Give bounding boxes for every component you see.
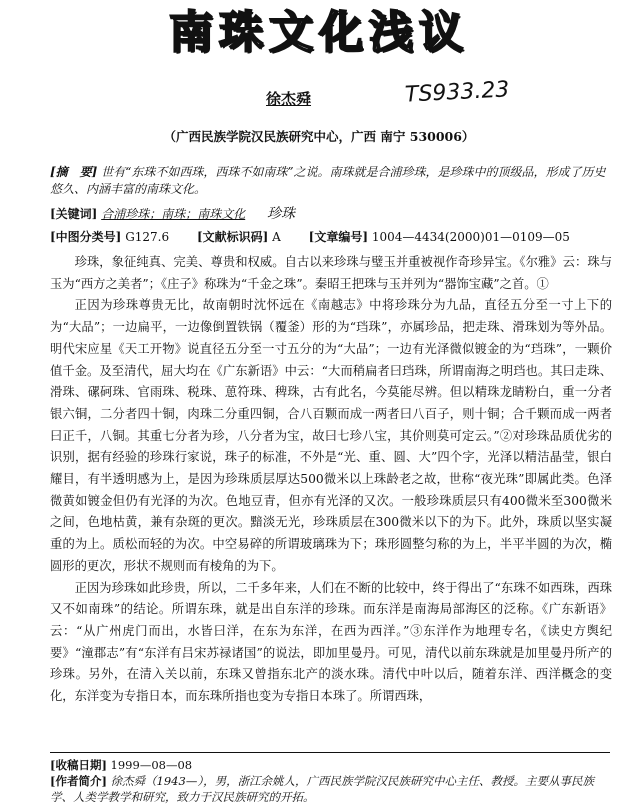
author-name: 徐杰舜 <box>266 90 312 108</box>
keywords-text: 合浦珍珠；南珠；南珠文化 <box>101 207 246 221</box>
classification-line <box>50 229 610 246</box>
author-affiliation: （广西民族学院汉民族研究中心，广西 南宁 530006） <box>163 129 475 144</box>
doc-code-value: A <box>272 230 281 244</box>
author-bio <box>50 773 612 805</box>
paragraph: 正因为珍珠尊贵无比，故南朝时沈怀远在《南越志》中将珍珠分为九品，直径五分至一寸上下的为“大品”；一边扁平，一边像倒置铁锅（覆釜）形的为“珰珠”，亦属珍品，把走珠、滑珠划为等外品。明代宋应星《天工开物》说直径五分至一寸五分的为“大品”；一边有光泽微似镀金的为“珰珠”，一颗价值千金。及至清代，屈大均在《广东新语》中云：“大而稍扁者曰珰珠，所谓南海之明珰也。其曰走珠、滑珠、磥砢珠、官雨珠、税珠、葸符珠、稗珠，古有此名，今莫能尽辨。但以精珠龙睛粉白，重一分者银六铜，二分者四十铜，肉珠二分重四铜，合八百颗而成一两者曰八百子，则十铜；合千颗而成一两者曰正千，八铜。其重七分者为珍，八分者为宝，故曰七珍八宝，其价则莫可定云。”②对珍珠品质优劣的识别，据有经验的珍珠行家说，珠子的标准，不外是“光、重、圆、大”四个字，光泽以精洁晶莹，银白耀目，有半透明感为上，是因为珍珠质层厚达500微米以上珠龄老之故，世称“夜光珠”即属此类。色泽微黄如镀金但仍有光泽的为次。色地豆青，但亦有光泽的又次。一般珍珠质层只有400微米至300微米之间，色地枯黄，兼有杂斑的更次。黯淡无光，珍珠质层在300微米以下的为下。此外，珠质以坚实凝重的为上。质松而轻的为次。中空易碎的所谓玻璃珠为下；珠形圆整匀称的为上，半平半圆的为次，椭圆形的更次，形状不规则而有棱角的为下。 <box>50 298 612 573</box>
bio-label: [作者简介] <box>50 774 107 788</box>
handwritten-keyword: 珍珠 <box>267 206 296 222</box>
received-date <box>50 757 612 773</box>
article-number-label: [文章编号] <box>308 230 369 244</box>
footnote-divider <box>50 752 610 753</box>
handwritten-call-number: TS933.23 <box>404 77 510 108</box>
paper-title: 南珠文化浅议 <box>169 7 469 58</box>
abstract-label: [摘 要] <box>50 165 98 179</box>
keywords-label: [关键词] <box>50 207 98 221</box>
bio-text: 徐杰舜（1943—），男，浙江余姚人，广西民族学院汉民族研究中心主任、教授。主要从事民族学、人类学教学和研究，致力于汉民族研究的开拓。 <box>50 774 595 804</box>
clc-value: G127.6 <box>125 230 170 244</box>
clc-label: [中图分类号] <box>50 230 122 244</box>
body-text <box>50 252 612 708</box>
paragraph: 正因为珍珠如此珍贵，所以，二千多年来，人们在不断的比较中，终于得出了“东珠不如西珠，西珠又不如南珠”的结论。所谓东珠，就是出自东洋的珍珠。而东洋是南海局部海区的泛称。《广东新语》云：“从广州虎门而出，水皆曰洋，在东为东洋，在西为西洋。”③东洋作为地理专名，《读史方舆纪要》“潼郡志”有“东洋有吕宋苏禄诸国”的说法，即加里曼丹。可见，清代以前东珠就是加里曼丹所产的珍珠。另外，在清入关以前，东珠又曾指东北产的淡水珠。清代中叶以后，随着东洋、西洋概念的变化，东洋变为专指日本，而东珠所指也变为专指日本珠了。所谓西珠， <box>50 580 612 704</box>
abstract-text: 世有“东珠不如西珠，西珠不如南珠”之说。南珠就是合浦珍珠，是珍珠中的顶级品，形成了历史悠久、内涵丰富的南珠文化。 <box>50 165 606 196</box>
abstract <box>50 164 610 198</box>
received-label: [收稿日期] <box>50 758 107 772</box>
doc-code-label: [文献标识码] <box>196 230 269 244</box>
article-number-value: 1004—4434(2000)01—0109—05 <box>371 230 570 244</box>
paragraph: 珍珠，象征纯真、完美、尊贵和权威。自古以来珍珠与璧玉并重被视作奇珍异宝。《尔雅》云：珠与玉为“西方之美者”；《庄子》称珠为“千金之珠”。秦昭王把珠与玉并列为“器饰宝藏”之首。① <box>50 255 612 291</box>
received-value: 1999—08—08 <box>110 758 193 772</box>
keywords <box>50 206 610 223</box>
